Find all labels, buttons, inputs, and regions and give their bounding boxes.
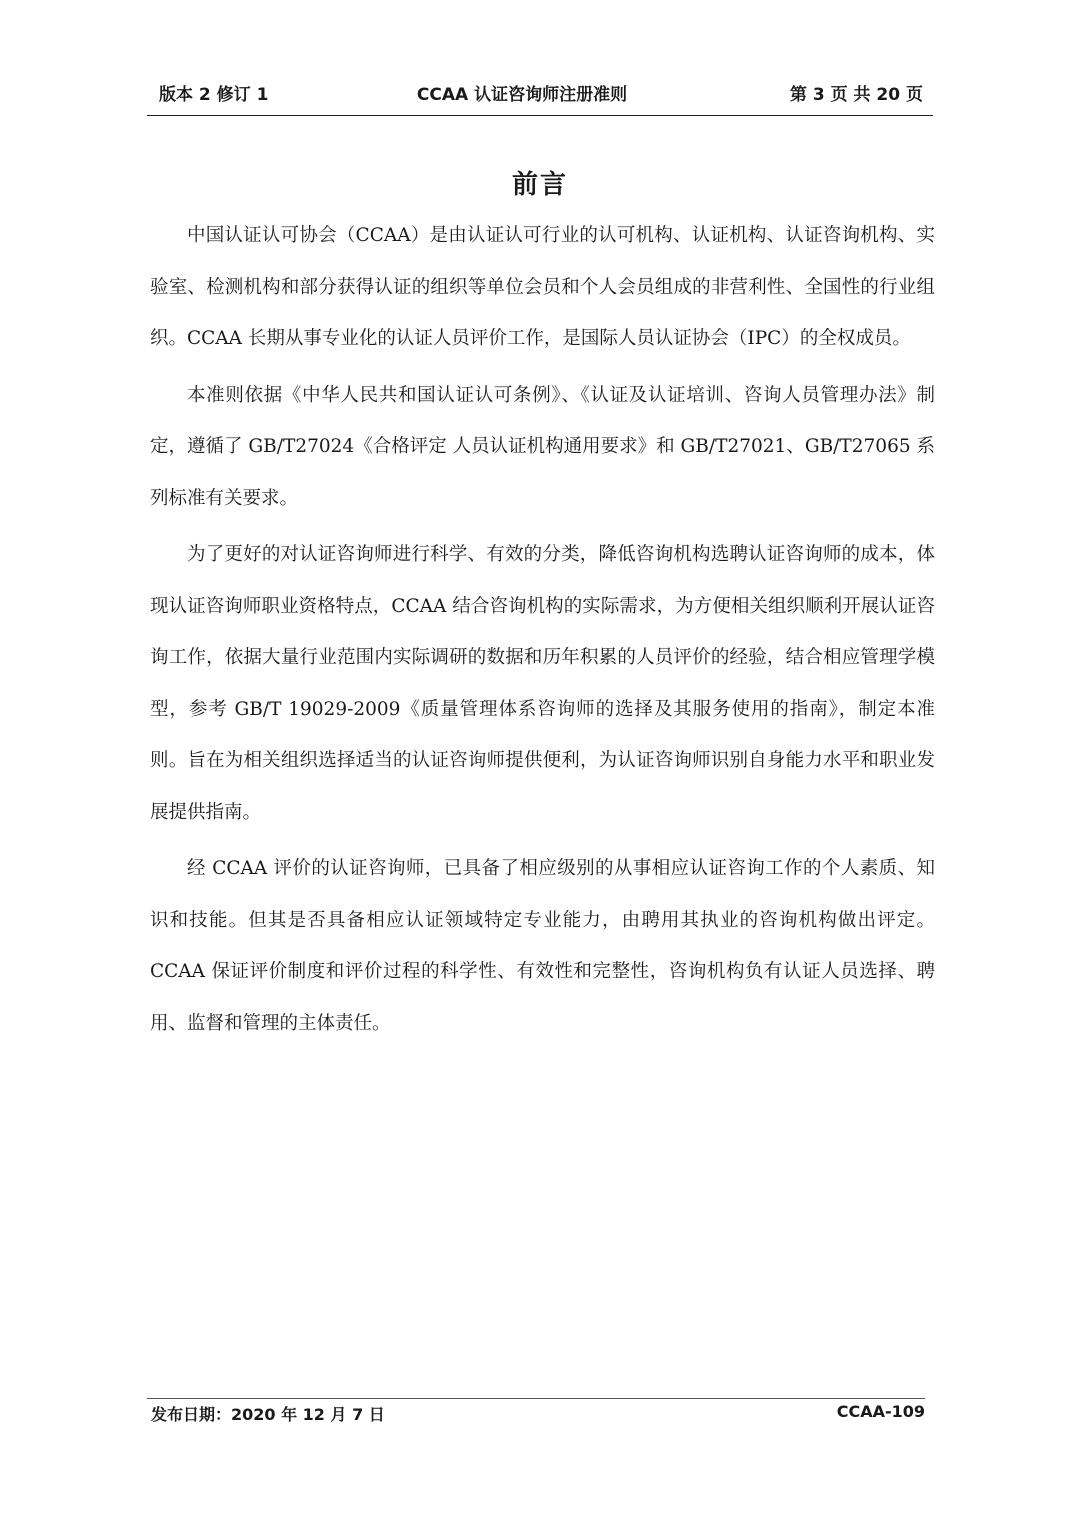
header-divider [147,115,933,116]
paragraph: 为了更好的对认证咨询师进行科学、有效的分类，降低咨询机构选聘认证咨询师的成本，体现认证咨询师职业资格特点，CCAA 结合咨询机构的实际需求，为方便相关组织顺利开展认证咨询工作，依据大量行业范围内实际调研的数据和历年积累的人员评价的经验，结合相应管理学模型，参考 GB/T 19029-2009《质量管理体系咨询师的选择及其服务使用的指南》，制定本准则。旨在为相关组织选择适当的认证咨询师提供便利，为认证咨询师识别自身能力水平和职业发展提供指南。 [150,544,935,823]
footer-publish-date: 发布日期：2020 年 12 月 7 日 [151,1405,385,1424]
page-header [147,76,933,106]
footer-divider [147,1398,925,1399]
paragraph: 本准则依据《中华人民共和国认证认可条例》、《认证及认证培训、咨询人员管理办法》制定，遵循了 GB/T27024《合格评定 人员认证机构通用要求》和 GB/T27021、GB/T27065 系列标准有关要求。 [150,384,935,509]
page-footer [147,1402,925,1428]
footer-doc-code: CCAA-109 [836,1402,925,1421]
header-page-info: 第 3 页 共 20 页 [789,85,923,105]
paragraph: 中国认证认可协会（CCAA）是由认证认可行业的认可机构、认证机构、认证咨询机构、实验室、检测机构和部分获得认证的组织等单位会员和个人会员组成的非营利性、全国性的行业组织。CCAA 长期从事专业化的认证人员评价工作，是国际人员认证协会（IPC）的全权成员。 [150,225,935,349]
page-title: 前言 [511,170,568,200]
header-version: 版本 2 修订 1 [159,85,269,105]
paragraph: 经 CCAA 评价的认证咨询师，已具备了相应级别的从事相应认证咨询工作的个人素质、知识和技能。但其是否具备相应认证领域特定专业能力，由聘用其执业的咨询机构做出评定。CCAA 保证评价制度和评价过程的科学性、有效性和完整性，咨询机构负有认证人员选择、聘用、监督和管理的主体责任。 [150,858,935,1034]
body-text [150,210,935,1054]
header-doc-title: CCAA 认证咨询师注册准则 [416,85,628,105]
